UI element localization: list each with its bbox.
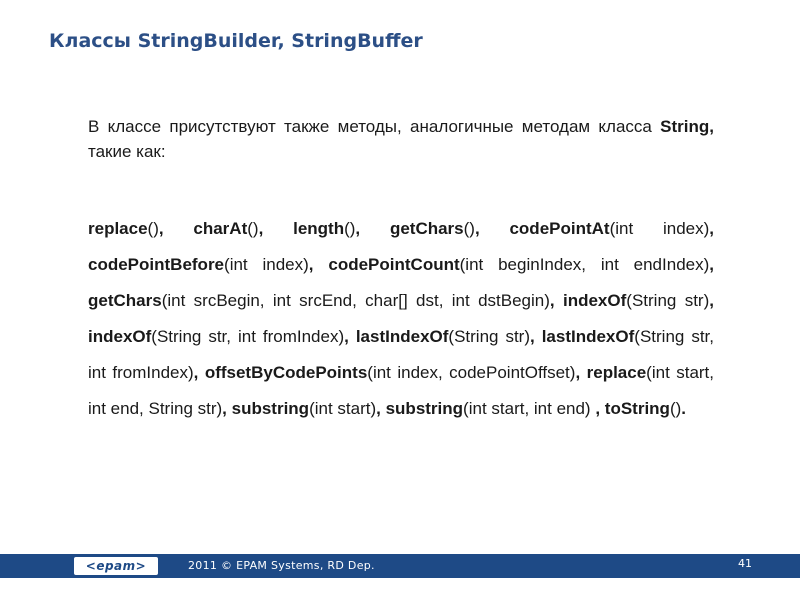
intro-text-1: В классе присутствуют также методы, аналогичные методам класса [88,117,661,136]
method-separator: , [549,291,563,310]
methods-paragraph [88,211,714,427]
method-name: codePointCount [328,255,460,274]
method-args: (String str, int fromIndex) [151,327,345,346]
method-args: () [669,399,682,418]
method-name: lastIndexOf [355,327,449,346]
method-separator: , [308,255,329,274]
method-name: codePointBefore [88,255,225,274]
method-args: () [147,219,159,238]
method-args: () [247,219,259,238]
method-name: substring [231,399,310,418]
method-args: (int start) [309,399,377,418]
method-name: replace [586,363,647,382]
method-name: codePointAt [509,219,610,238]
method-name: substring [385,399,464,418]
method-name: lastIndexOf [541,327,635,346]
method-separator: , [474,219,510,238]
method-separator: , [575,363,587,382]
method-args: (String str) [626,291,710,310]
method-args: (int index, codePointOffset) [367,363,576,382]
method-separator: , [530,327,542,346]
method-name: offsetByCodePoints [204,363,368,382]
method-separator: , [376,399,386,418]
slide-title: Классы StringBuilder, StringBuffer [49,30,423,52]
method-separator: , [222,399,232,418]
method-separator: , [158,219,194,238]
method-separator: , [193,363,205,382]
method-args: (int index) [609,219,710,238]
method-name: toString [604,399,670,418]
footer-copyright: 2011 © EPAM Systems, RD Dep. [188,559,375,572]
method-name: replace [88,219,148,238]
method-name: getChars [88,291,162,310]
method-name: getChars [389,219,464,238]
method-args: () [344,219,356,238]
method-separator: , [355,219,390,238]
method-separator: , [709,291,714,310]
method-separator: , [344,327,356,346]
method-separator: , [590,399,605,418]
method-name: charAt [193,219,248,238]
page-number: 41 [738,557,752,570]
epam-logo-text: <epam> [85,559,147,573]
method-args: (int srcBegin, int srcEnd, char[] dst, int dstBegin) [161,291,550,310]
method-args: () [463,219,475,238]
method-args: (int start, int end, String str) [88,363,715,418]
method-separator: , [709,219,715,238]
method-args: (int start, int end) [463,399,591,418]
method-name: indexOf [562,291,627,310]
method-separator: , [709,255,714,274]
method-args: (String str) [448,327,530,346]
intro-text-2: такие как: [88,142,166,161]
method-args: (int beginIndex, int endIndex) [459,255,710,274]
method-separator: , [258,219,294,238]
intro-paragraph [88,114,714,164]
method-args: (int index) [224,255,309,274]
intro-bold-string: String, [660,117,714,136]
method-separator: . [681,399,686,418]
method-name: indexOf [88,327,152,346]
method-args: (String str, int fromIndex) [88,327,714,382]
method-name: length [293,219,345,238]
